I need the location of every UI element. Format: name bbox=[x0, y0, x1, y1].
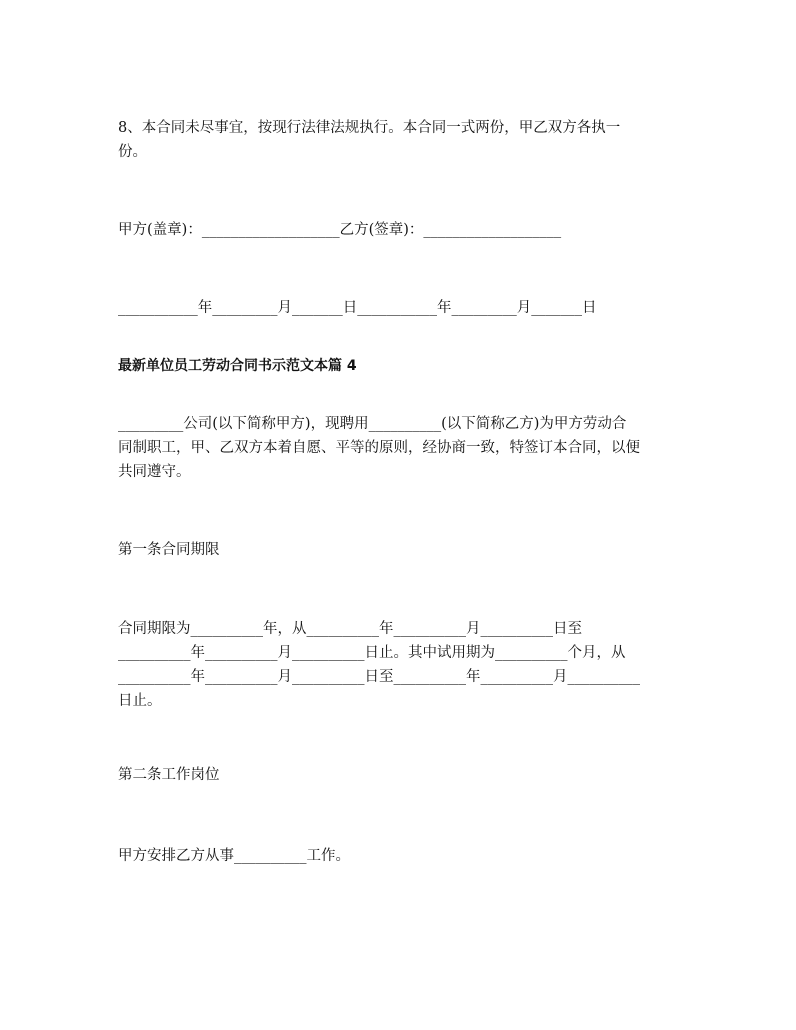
signature-line: 甲方(盖章)：___________________乙方(签章)：___________________ bbox=[118, 222, 562, 238]
clause-8-line-1: 8、本合同未尽事宜，按现行法律法规执行。本合同一式两份，甲乙双方各执一 bbox=[118, 120, 621, 136]
contract-term-paragraph bbox=[118, 617, 688, 713]
date-line: ___________年_________月_______日___________年_________月_______日 bbox=[118, 300, 597, 316]
term-line-3: __________年__________月__________日至__________年__________月__________ bbox=[118, 669, 640, 685]
work-assignment-line: 甲方安排乙方从事__________工作。 bbox=[118, 848, 350, 864]
intro-line-1: _________公司(以下简称甲方)，现聘用__________(以下简称乙方)为甲方劳动合 bbox=[118, 416, 627, 432]
intro-line-3: 共同遵守。 bbox=[118, 464, 191, 480]
term-line-4: 日止。 bbox=[118, 693, 162, 709]
term-line-1: 合同期限为__________年，从__________年__________月__________日至 bbox=[118, 621, 582, 637]
term-line-2: __________年__________月__________日止。其中试用期为__________个月，从 bbox=[118, 645, 626, 661]
article-2-title: 第二条工作岗位 bbox=[118, 767, 220, 783]
clause-8-line-2: 份。 bbox=[118, 144, 147, 160]
clause-8 bbox=[118, 116, 688, 164]
section-heading: 最新单位员工劳动合同书示范文本篇 4 bbox=[118, 358, 357, 374]
article-1-title: 第一条合同期限 bbox=[118, 542, 220, 558]
intro-line-2: 同制职工，甲、乙双方本着自愿、平等的原则，经协商一致，特签订本合同，以便 bbox=[118, 440, 640, 456]
intro-paragraph bbox=[118, 412, 688, 484]
